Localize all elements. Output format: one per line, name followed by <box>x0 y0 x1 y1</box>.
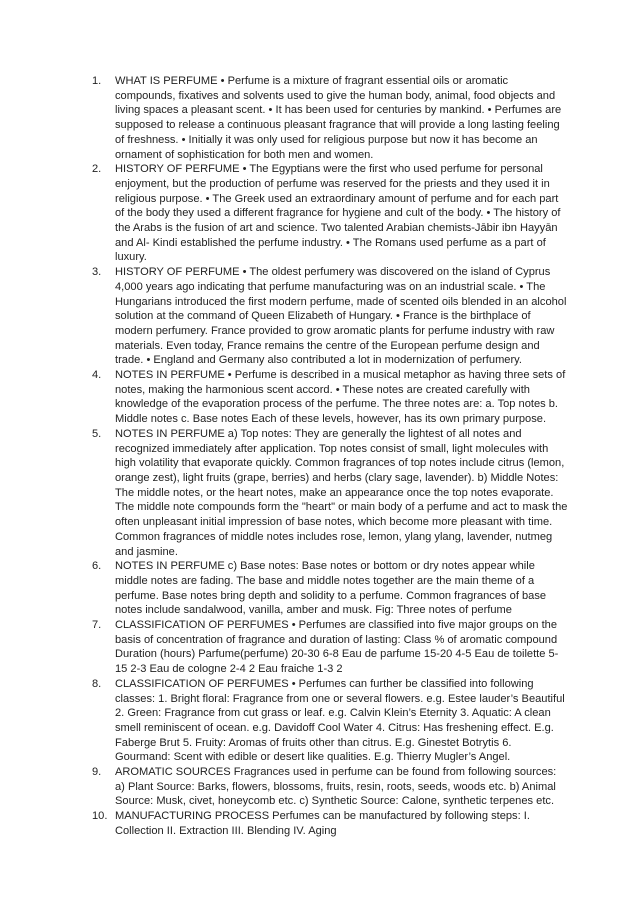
list-item <box>92 74 568 162</box>
item-text: CLASSIFICATION OF PERFUMES • Perfumes can further be classified into following classes: 1. Bright floral: Fragrance from one or several flowers. e.g. Estee lauder’s Beautiful 2. Green: Fragrance from cut grass or leaf. e.g. Calvin Klein’s Eternity 3. Aquatic: A clean smell reminiscent of ocean. e.g. Davidoff Cool Water 4. Citrus: Has freshening effect. E.g. Faberge Brut 5. Fruity: Aromas of fruits other than citrus. E.g. Ginestet Botrytis 6. Gourmand: Scent with edible or desert like qualities. E.g. Thierry Mugler’s Angel. <box>115 677 565 764</box>
item-number: 9. <box>92 766 102 779</box>
item-number: 7. <box>92 619 102 632</box>
list-item <box>92 559 568 618</box>
item-number: 8. <box>92 677 102 690</box>
item-number: 1. <box>92 75 102 87</box>
list-item <box>92 809 568 838</box>
list-item <box>92 677 568 765</box>
item-text: HISTORY OF PERFUME • The Egyptians were the first who used perfume for personal enjoyment, but the production of perfume was reserved for the priests and they used it in religious purpose. • The Greek used an extraordinary amount of perfume and for each part of the body they used a different fragrance for hygiene and cult of the body. • The history of the Arabs is the fusion of art and science. Two talented Arabian chemists-Jābir ibn Hayyān and Al- Kindi established the perfume industry. • The Romans used perfume as a part of luxury. <box>115 163 561 264</box>
list-item <box>92 765 568 809</box>
item-number: 6. <box>92 560 102 573</box>
item-text: HISTORY OF PERFUME • The oldest perfumery was discovered on the island of Cyprus 4,000 years ago indicating that perfume manufacturing was on an industrial scale. • The Hungarians introduced the first modern perfume, made of scented oils blended in an alcohol solution at the command of Queen Elizabeth of Hungary. • France is the birthplace of modern perfumery. France provided to grow aromatic plants for perfume industry with raw materials. Even today, France remains the centre of the European perfume design and trade. • England and Germany also contributed a lot in modernization of perfumery. <box>115 266 567 367</box>
list-item <box>92 618 568 677</box>
numbered-list <box>92 74 568 839</box>
item-text: WHAT IS PERFUME • Perfume is a mixture of fragrant essential oils or aromatic compounds, fixatives and solvents used to give the human body, animal, food objects and living spaces a pleasant scent. • It has been used for centuries by mankind. • Perfumes are supposed to release a continuous pleasant fragrance that will provide a long lasting feeling of freshness. • Initially it was only used for religious purpose but now it has become an ornament of sophistication for both men and women. <box>115 75 562 161</box>
item-text: NOTES IN PERFUME a) Top notes: They are generally the lightest of all notes and recognized immediately after application. Top notes consist of small, light molecules with high volatility that evaporate quickly. Common fragrances of top notes include citrus (lemon, orange zest), light fruits (grape, berries) and herbs (clary sage, lavender). b) Middle Notes: The middle notes, or the heart notes, make an appearance once the top notes evaporate. The middle note compounds form the "heart" or main body of a perfume and act to mask the often unpleasant initial impression of base notes, which become more pleasant with time. Common fragrances of middle notes includes rose, lemon, ylang ylang, lavender, nutmeg and jasmine. <box>115 427 568 558</box>
list-item <box>92 427 568 559</box>
item-number: 4. <box>92 369 102 382</box>
item-text: NOTES IN PERFUME c) Base notes: Base notes or bottom or dry notes appear while middle notes are fading. The base and middle notes together are the main theme of a perfume. Base notes bring depth and solidity to a perfume. Common fragrances of base notes include sandalwood, vanilla, amber and musk. Fig: Three notes of perfume <box>115 560 547 617</box>
item-text: NOTES IN PERFUME • Perfume is described in a musical metaphor as having three sets of notes, making the harmonious scent accord. • These notes are created carefully with knowledge of the evaporation process of the perfume. The three notes are: a. Top notes b. Middle notes c. Base notes Each of these levels, however, has its own primary purpose. <box>115 369 566 426</box>
item-number: 3. <box>92 266 102 279</box>
item-text: MANUFACTURING PROCESS Perfumes can be manufactured by following steps: I. Collection II. Extraction III. Blending IV. Aging <box>115 810 530 837</box>
item-text: CLASSIFICATION OF PERFUMES • Perfumes are classified into five major groups on the basis of concentration of fragrance and duration of lasting: Class % of aromatic compound Duration (hours) Parfume(perfume) 20-30 6-8 Eau de parfume 15-20 4-5 Eau de toilette 5-15 2-3 Eau de cologne 2-4 2 Eau fraiche 1-3 2 <box>115 619 559 676</box>
list-item <box>92 265 568 368</box>
list-item <box>92 162 568 265</box>
item-number: 2. <box>92 163 102 176</box>
item-number: 5. <box>92 427 102 440</box>
item-number: 10. <box>92 810 108 823</box>
item-text: AROMATIC SOURCES Fragrances used in perfume can be found from following sources: a) Plant Source: Barks, flowers, blossoms, fruits, resin, roots, seeds, woods etc. b) Animal Source: Musk, civet, honeycomb etc. c) Synthetic Source: Calone, synthetic terpenes etc. <box>115 766 557 808</box>
list-item <box>92 368 568 427</box>
